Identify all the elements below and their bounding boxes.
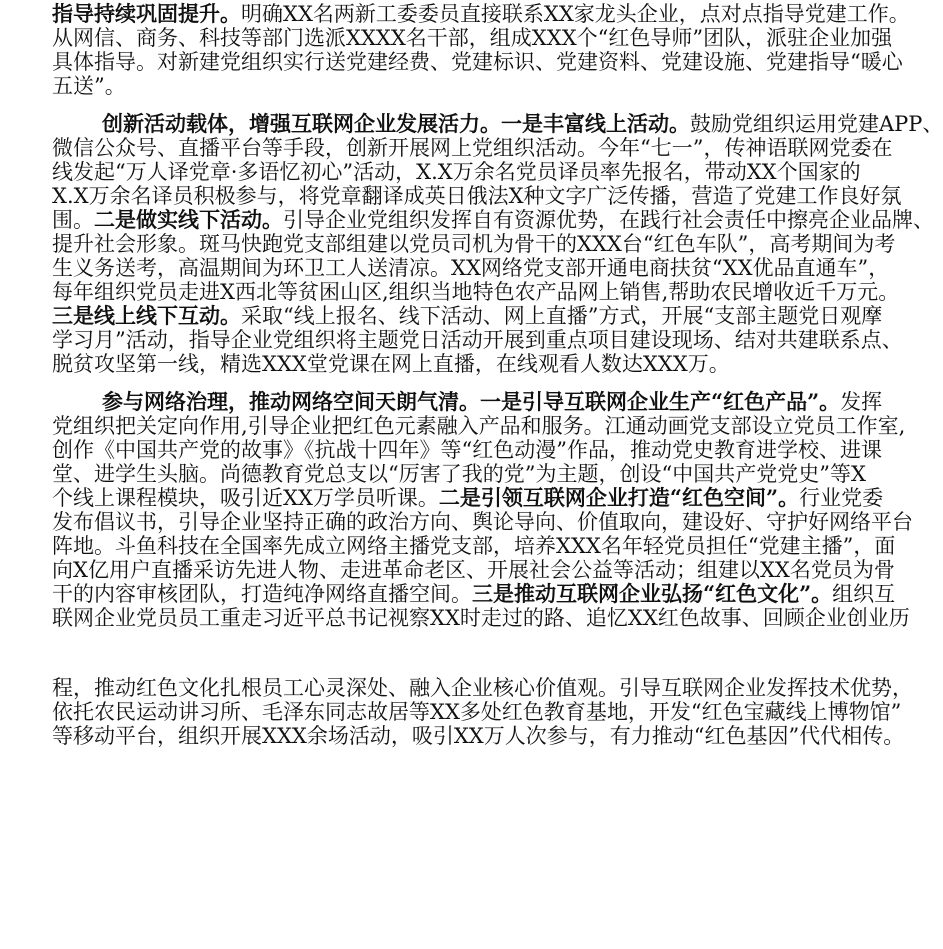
text-line xyxy=(52,581,896,606)
body-text: X.X万余名译员积极参与，将党章翻译成英日俄法X种文字广泛传播，营造了党建工作良好氛 xyxy=(52,184,902,208)
body-text: 创作《中国共产党的故事》《抗战十四年》等“红色动漫”作品，推动党史教育进学校、进课 xyxy=(52,438,882,462)
body-text: 脱贫攻坚第一线，精选XXX堂党课在网上直播，在线观看人数达XXX万。 xyxy=(52,352,730,376)
body-text: 党组织把关定向作用,引导企业把红色元素融入产品和服务。江通动画党支部设立党员工作室, xyxy=(52,414,906,438)
bold-heading-text: 三是推动互联网企业弘扬“红色文化”。 xyxy=(472,581,833,606)
bold-heading-text: 参与网络治理，推动网络空间天朗气清。一是引导互联网企业生产“红色产品”。 xyxy=(102,389,841,414)
text-line xyxy=(52,485,884,510)
bold-heading-text: 指导持续巩固提升。 xyxy=(52,1,241,26)
paragraph xyxy=(52,111,943,376)
body-text: 引导企业党组织发挥自有资源优势，在践行社会责任中擦亮企业品牌、 xyxy=(283,208,934,232)
document-page xyxy=(52,1,943,762)
text-line xyxy=(52,462,866,486)
text-line xyxy=(52,606,910,630)
text-line xyxy=(52,389,883,414)
text-line xyxy=(52,232,896,256)
body-text: 鼓励党组织运用党建APP、 xyxy=(690,112,943,136)
body-text: 具体指导。对新建党组织实行送党建经费、党建标识、党建资料、党建设施、党建指导“暖心 xyxy=(52,50,903,74)
text-line xyxy=(52,510,913,534)
text-line xyxy=(52,160,861,184)
text-line xyxy=(52,1,910,26)
text-line xyxy=(52,414,906,438)
text-line xyxy=(52,184,902,208)
body-text: 干的内容审核团队，打造纯净网络直播空间。 xyxy=(52,582,472,606)
paragraph xyxy=(52,389,913,630)
text-line xyxy=(52,328,903,352)
body-text: 每年组织党员走进X西北等贫困山区,组织当地特色农产品网上销售,帮助农民增收近千万元。 xyxy=(52,280,900,304)
text-line xyxy=(52,438,882,462)
body-text: 线发起“万人译党章·多语忆初心”活动，X.X万余名党员译员率先报名，带动XX个国家的 xyxy=(52,160,861,184)
body-text: 等移动平台，组织开展XXX余场活动，吸引XX万人次参与，有力推动“红色基因”代代相传。 xyxy=(52,724,905,748)
text-line xyxy=(52,352,776,376)
text-line xyxy=(52,74,776,98)
body-text: 微信公众号、直播平台等手段，创新开展网上党组织活动。今年“七一”，传神语联网党委在 xyxy=(52,136,893,160)
body-text: 组织互 xyxy=(832,582,896,606)
body-text: 从网信、商务、科技等部门选派XXXX名干部，组成XXX个“红色导师”团队，派驻企业加强 xyxy=(52,26,893,50)
text-line xyxy=(52,111,943,136)
bold-heading-text: 二是做实线下活动。 xyxy=(94,207,283,232)
body-text: 依托农民运动讲习所、毛泽东同志故居等XX多处红色教育基地，开发“红色宝藏线上博物馆” xyxy=(52,700,902,724)
body-text: 学习月”活动，指导企业党组织将主题党日活动开展到重点项目建设现场、结对共建联系点、 xyxy=(52,328,903,352)
bold-heading-text: 创新活动载体，增强互联网企业发展活力。一是丰富线上活动。 xyxy=(102,111,690,136)
body-text: 发布倡议书，引导企业坚持正确的政治方向、舆论导向、价值取向，建设好、守护好网络平台 xyxy=(52,510,913,534)
text-line xyxy=(52,136,893,160)
body-text: 明确XX名两新工委委员直接联系XX家龙头企业，点对点指导党建工作。 xyxy=(241,2,910,26)
body-text: 围。 xyxy=(52,208,94,232)
text-line xyxy=(52,303,883,328)
text-line xyxy=(52,534,896,558)
bold-heading-text: 三是线上线下互动。 xyxy=(52,303,241,328)
body-text: 个线上课程模块，吸引近XX万学员听课。 xyxy=(52,486,439,510)
text-line xyxy=(52,50,903,74)
text-line xyxy=(52,700,902,724)
text-line xyxy=(52,558,895,582)
body-text: 采取“线上报名、线下活动、网上直播”方式，开展“支部主题党日观摩 xyxy=(241,304,883,328)
text-line xyxy=(52,724,905,748)
text-line xyxy=(52,256,890,280)
body-text: 五送”。 xyxy=(52,74,126,98)
body-text: 生义务送考，高温期间为环卫工人送清凉。XX网络党支部开通电商扶贫“XX优品直通车”， xyxy=(52,256,890,280)
text-line xyxy=(52,26,893,50)
body-text: 向X亿用户直播采访先进人物、走进革命老区、开展社会公益等活动；组建以XX名党员为骨 xyxy=(52,558,895,582)
bold-heading-text: 二是引领互联网企业打造“红色空间”。 xyxy=(438,485,800,510)
body-text: 联网企业党员员工重走习近平总书记视察XX时走过的路、追忆XX红色故事、回顾企业创业历 xyxy=(52,606,910,630)
body-text: 发挥 xyxy=(840,390,883,414)
body-text: 堂、进学生头脑。尚德教育党总支以“厉害了我的党”为主题，创设“中国共产党党史”等X xyxy=(52,462,866,486)
text-line xyxy=(52,280,900,304)
body-text: 行业党委 xyxy=(799,486,884,510)
body-text: 程，推动红色文化扎根员工心灵深处、融入企业核心价值观。引导互联网企业发挥技术优势， xyxy=(52,676,913,700)
paragraph xyxy=(52,1,910,98)
text-line xyxy=(52,207,934,232)
text-line xyxy=(52,676,913,700)
body-text: 阵地。斗鱼科技在全国率先成立网络主播党支部，培养XXX名年轻党员担任“党建主播”，面 xyxy=(52,534,896,558)
paragraph xyxy=(52,676,913,748)
body-text: 提升社会形象。斑马快跑党支部组建以党员司机为骨干的XXX台“红色车队”，高考期间为考 xyxy=(52,232,896,256)
